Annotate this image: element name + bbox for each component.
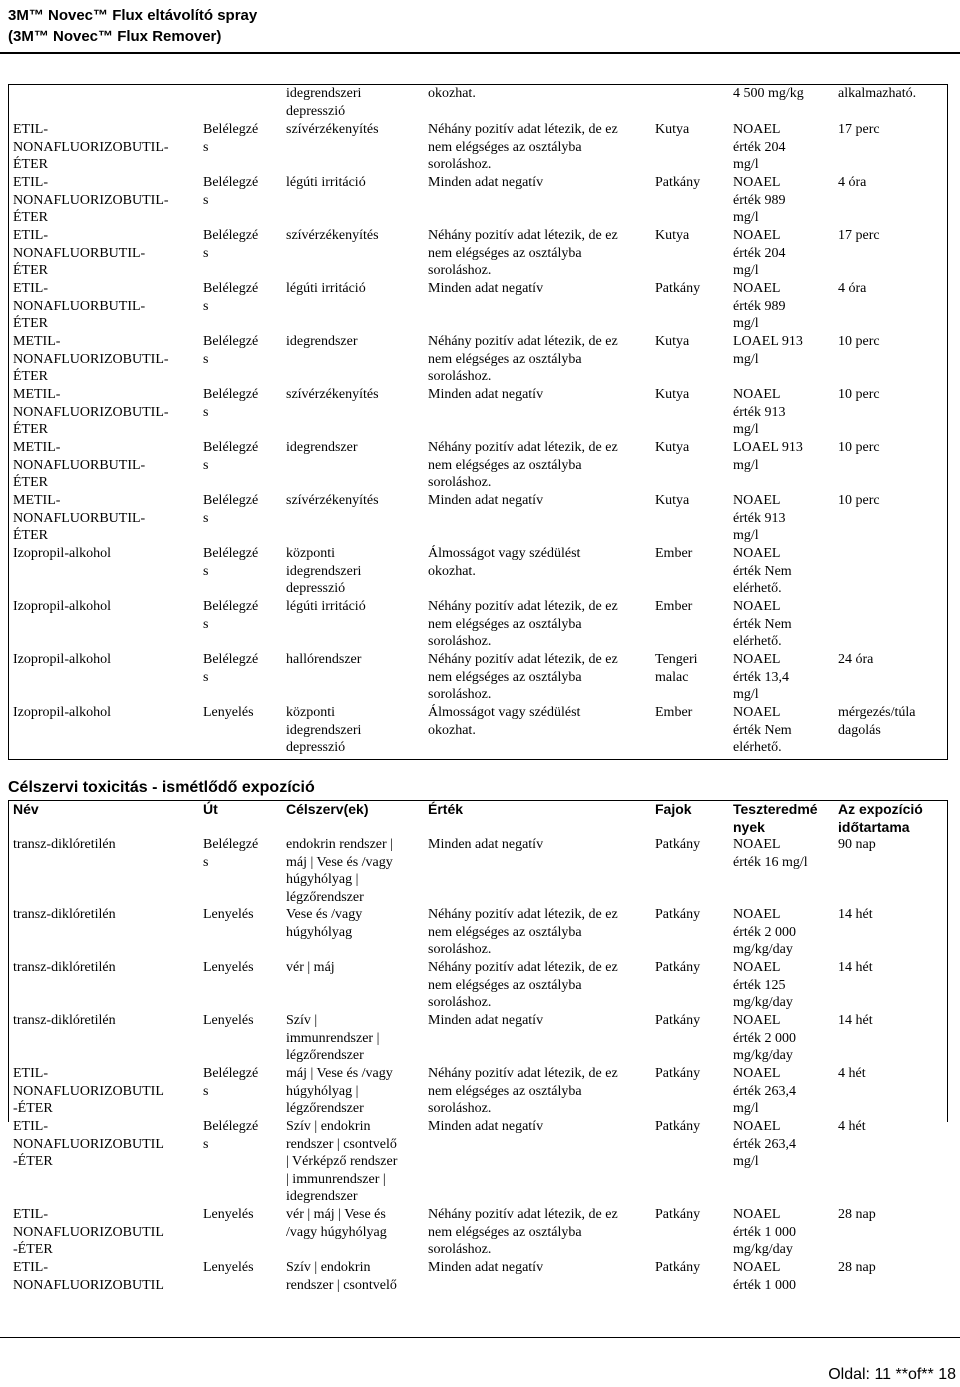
header-value: Teszteredmé nyek <box>733 801 818 835</box>
cell-species: Patkány <box>655 1066 701 1081</box>
header-name: Név <box>13 801 39 817</box>
header-result: Érték <box>428 801 464 817</box>
cell-value: NOAEL érték 989 mg/l <box>733 175 786 225</box>
cell-target: Szív | endokrin rendszer | csontvelő | Vérképző rendszer | immunrendszer | idegrendszer <box>286 1119 398 1204</box>
cell-name: Izopropil-alkohol <box>13 652 111 667</box>
cell-target: Szív | immunrendszer | légzőrendszer <box>286 1013 380 1063</box>
cell-duration: 10 perc <box>838 493 880 508</box>
cell-duration: mérgezés/túla dagolás <box>838 705 916 738</box>
cell-result: Néhány pozitív adat létezik, de ez nem elégséges az osztályba soroláshoz. <box>428 440 618 490</box>
cell-species: Patkány <box>655 960 701 975</box>
cell-name: METIL- NONAFLUORBUTIL- ÉTER <box>13 440 146 490</box>
cell-result: Álmosságot vagy szédülést okozhat. <box>428 705 581 738</box>
page-number: Oldal: 11 **of** 18 <box>828 1366 956 1383</box>
header-route: Út <box>203 801 218 817</box>
cell-duration: 17 perc <box>838 122 880 137</box>
cell-duration: 28 nap <box>838 1260 876 1275</box>
cell-duration: 10 perc <box>838 440 880 455</box>
cell-result: Néhány pozitív adat létezik, de ez nem elégséges az osztályba soroláshoz. <box>428 960 618 1010</box>
cell-value: NOAEL érték 204 mg/l <box>733 122 786 172</box>
cell-name: ETIL- NONAFLUORIZOBUTIL -ÉTER <box>13 1119 164 1169</box>
cell-duration: 4 óra <box>838 281 867 296</box>
cell-species: Kutya <box>655 493 690 508</box>
cell-species: Ember <box>655 546 693 561</box>
cell-route: Lenyelés <box>203 1260 254 1275</box>
cell-name: ETIL- NONAFLUORIZOBUTIL- ÉTER <box>13 175 169 225</box>
cell-result: Néhány pozitív adat létezik, de ez nem elégséges az osztályba soroláshoz. <box>428 599 618 649</box>
cell-species: Patkány <box>655 175 701 190</box>
header-species: Fajok <box>655 801 692 817</box>
cell-target: idegrendszer <box>286 440 358 455</box>
cell-route: Belélegzé s <box>203 334 259 367</box>
header-duration: Az expozíció időtartama <box>838 801 923 835</box>
cell-result: Minden adat negatív <box>428 1119 544 1134</box>
cell-route: Lenyelés <box>203 907 254 922</box>
cell-result: Néhány pozitív adat létezik, de ez nem elégséges az osztályba soroláshoz. <box>428 1066 618 1116</box>
cell-value: NOAEL érték Nem elérhető. <box>733 546 792 596</box>
cell-duration: 4 hét <box>838 1119 866 1134</box>
cell-target: légúti irritáció <box>286 281 366 296</box>
cell-duration: 90 nap <box>838 837 876 852</box>
cell-value: NOAEL érték 125 mg/kg/day <box>733 960 793 1010</box>
cell-name: METIL- NONAFLUORBUTIL- ÉTER <box>13 493 146 543</box>
cell-route: Belélegzé s <box>203 652 259 685</box>
cell-result: Néhány pozitív adat létezik, de ez nem elégséges az osztályba soroláshoz. <box>428 907 618 957</box>
cell-name: ETIL- NONAFLUORIZOBUTIL -ÉTER <box>13 1066 164 1116</box>
cell-value: LOAEL 913 mg/l <box>733 440 803 473</box>
cell-duration: 10 perc <box>838 334 880 349</box>
cell-result: okozhat. <box>428 86 476 101</box>
cell-target: központi idegrendszeri depresszió <box>286 546 362 596</box>
cell-name: transz-diklóretilén <box>13 960 116 975</box>
cell-result: Néhány pozitív adat létezik, de ez nem elégséges az osztályba soroláshoz. <box>428 122 618 172</box>
cell-route: Belélegzé s <box>203 1119 259 1152</box>
cell-name: ETIL- NONAFLUORIZOBUTIL- ÉTER <box>13 122 169 172</box>
cell-result: Minden adat negatív <box>428 837 544 852</box>
cell-species: Patkány <box>655 281 701 296</box>
cell-value: NOAEL érték 1 000 mg/kg/day <box>733 1207 796 1257</box>
cell-target: vér | máj | Vese és /vagy húgyhólyag <box>286 1207 387 1240</box>
cell-result: Minden adat negatív <box>428 175 544 190</box>
cell-value: NOAEL érték Nem elérhető. <box>733 599 792 649</box>
cell-target: hallórendszer <box>286 652 362 667</box>
cell-value: NOAEL érték 13,4 mg/l <box>733 652 789 702</box>
cell-name: ETIL- NONAFLUORIZOBUTIL <box>13 1260 164 1293</box>
cell-target: szívérzékenyítés <box>286 493 379 508</box>
cell-species: Ember <box>655 705 693 720</box>
cell-target: szívérzékenyítés <box>286 122 379 137</box>
cell-name: ETIL- NONAFLUORIZOBUTIL -ÉTER <box>13 1207 164 1257</box>
cell-route: Belélegzé s <box>203 440 259 473</box>
cell-name: ETIL- NONAFLUORBUTIL- ÉTER <box>13 228 146 278</box>
cell-target: légúti irritáció <box>286 599 366 614</box>
cell-route: Lenyelés <box>203 1207 254 1222</box>
cell-value: NOAEL érték 913 mg/l <box>733 387 786 437</box>
cell-result: Minden adat negatív <box>428 493 544 508</box>
cell-species: Patkány <box>655 907 701 922</box>
cell-route: Belélegzé s <box>203 387 259 420</box>
cell-target: Vese és /vagy húgyhólyag <box>286 907 363 940</box>
cell-route: Belélegzé s <box>203 228 259 261</box>
cell-target: idegrendszeri depresszió <box>286 86 362 119</box>
cell-species: Patkány <box>655 1013 701 1028</box>
cell-result: Néhány pozitív adat létezik, de ez nem elégséges az osztályba soroláshoz. <box>428 334 618 384</box>
cell-value: NOAEL érték Nem elérhető. <box>733 705 792 755</box>
cell-target: máj | Vese és /vagy húgyhólyag | légzőrendszer <box>286 1066 393 1116</box>
cell-name: transz-diklóretilén <box>13 907 116 922</box>
cell-species: Kutya <box>655 228 690 243</box>
cell-species: Tengeri malac <box>655 652 698 685</box>
cell-name: transz-diklóretilén <box>13 1013 116 1028</box>
cell-species: Kutya <box>655 387 690 402</box>
header-divider <box>0 52 960 54</box>
cell-route: Lenyelés <box>203 705 254 720</box>
cell-result: Néhány pozitív adat létezik, de ez nem elégséges az osztályba soroláshoz. <box>428 1207 618 1257</box>
cell-duration: 17 perc <box>838 228 880 243</box>
cell-duration: 4 óra <box>838 175 867 190</box>
cell-duration: 4 hét <box>838 1066 866 1081</box>
cell-target: vér | máj <box>286 960 335 975</box>
cell-route: Belélegzé s <box>203 1066 259 1099</box>
cell-name: METIL- NONAFLUORIZOBUTIL- ÉTER <box>13 387 169 437</box>
cell-value: NOAEL érték 263,4 mg/l <box>733 1119 796 1169</box>
cell-route: Belélegzé s <box>203 281 259 314</box>
cell-duration: alkalmazható. <box>838 86 917 101</box>
cell-species: Ember <box>655 599 693 614</box>
cell-species: Kutya <box>655 122 690 137</box>
cell-value: NOAEL érték 989 mg/l <box>733 281 786 331</box>
product-title: 3M™ Novec™ Flux eltávolító spray <box>8 7 258 24</box>
cell-target: szívérzékenyítés <box>286 228 379 243</box>
cell-name: Izopropil-alkohol <box>13 705 111 720</box>
cell-species: Kutya <box>655 440 690 455</box>
cell-name: transz-diklóretilén <box>13 837 116 852</box>
cell-value: NOAEL érték 913 mg/l <box>733 493 786 543</box>
header-target: Célszerv(ek) <box>286 801 369 817</box>
cell-duration: 24 óra <box>838 652 874 667</box>
cell-value: 4 500 mg/kg <box>733 86 804 101</box>
cell-route: Belélegzé s <box>203 599 259 632</box>
document-header <box>8 5 257 47</box>
cell-species: Patkány <box>655 837 701 852</box>
cell-route: Lenyelés <box>203 960 254 975</box>
cell-duration: 28 nap <box>838 1207 876 1222</box>
cell-route: Belélegzé s <box>203 546 259 579</box>
cell-target: idegrendszer <box>286 334 358 349</box>
cell-duration: 10 perc <box>838 387 880 402</box>
cell-name: Izopropil-alkohol <box>13 599 111 614</box>
product-subtitle: (3M™ Novec™ Flux Remover) <box>8 28 222 45</box>
cell-target: központi idegrendszeri depresszió <box>286 705 362 755</box>
cell-species: Kutya <box>655 334 690 349</box>
cell-result: Néhány pozitív adat létezik, de ez nem elégséges az osztályba soroláshoz. <box>428 228 618 278</box>
cell-target: légúti irritáció <box>286 175 366 190</box>
cell-result: Minden adat negatív <box>428 387 544 402</box>
footer-divider <box>0 1337 960 1338</box>
cell-value: NOAEL érték 204 mg/l <box>733 228 786 278</box>
cell-result: Minden adat negatív <box>428 1260 544 1275</box>
cell-result: Néhány pozitív adat létezik, de ez nem elégséges az osztályba soroláshoz. <box>428 652 618 702</box>
cell-target: Szív | endokrin rendszer | csontvelő <box>286 1260 397 1293</box>
cell-value: NOAEL érték 2 000 mg/kg/day <box>733 1013 796 1063</box>
cell-route: Belélegzé s <box>203 493 259 526</box>
cell-result: Minden adat negatív <box>428 281 544 296</box>
cell-name: ETIL- NONAFLUORBUTIL- ÉTER <box>13 281 146 331</box>
cell-species: Patkány <box>655 1207 701 1222</box>
cell-value: NOAEL érték 16 mg/l <box>733 837 808 870</box>
section-title: Célszervi toxicitás - ismétlődő expozíció <box>8 779 315 796</box>
cell-name: Izopropil-alkohol <box>13 546 111 561</box>
cell-result: Minden adat negatív <box>428 1013 544 1028</box>
cell-target: szívérzékenyítés <box>286 387 379 402</box>
cell-duration: 14 hét <box>838 907 873 922</box>
cell-route: Belélegzé s <box>203 175 259 208</box>
cell-species: Patkány <box>655 1119 701 1134</box>
cell-result: Álmosságot vagy szédülést okozhat. <box>428 546 581 579</box>
cell-target: endokrin rendszer | máj | Vese és /vagy húgyhólyag | légzőrendszer <box>286 837 393 905</box>
cell-duration: 14 hét <box>838 960 873 975</box>
cell-route: Belélegzé s <box>203 837 259 870</box>
cell-value: NOAEL érték 263,4 mg/l <box>733 1066 796 1116</box>
cell-route: Lenyelés <box>203 1013 254 1028</box>
cell-value: LOAEL 913 mg/l <box>733 334 803 367</box>
cell-species: Patkány <box>655 1260 701 1275</box>
cell-value: NOAEL érték 2 000 mg/kg/day <box>733 907 796 957</box>
cell-value: NOAEL érték 1 000 <box>733 1260 796 1293</box>
cell-duration: 14 hét <box>838 1013 873 1028</box>
cell-name: METIL- NONAFLUORIZOBUTIL- ÉTER <box>13 334 169 384</box>
cell-route: Belélegzé s <box>203 122 259 155</box>
